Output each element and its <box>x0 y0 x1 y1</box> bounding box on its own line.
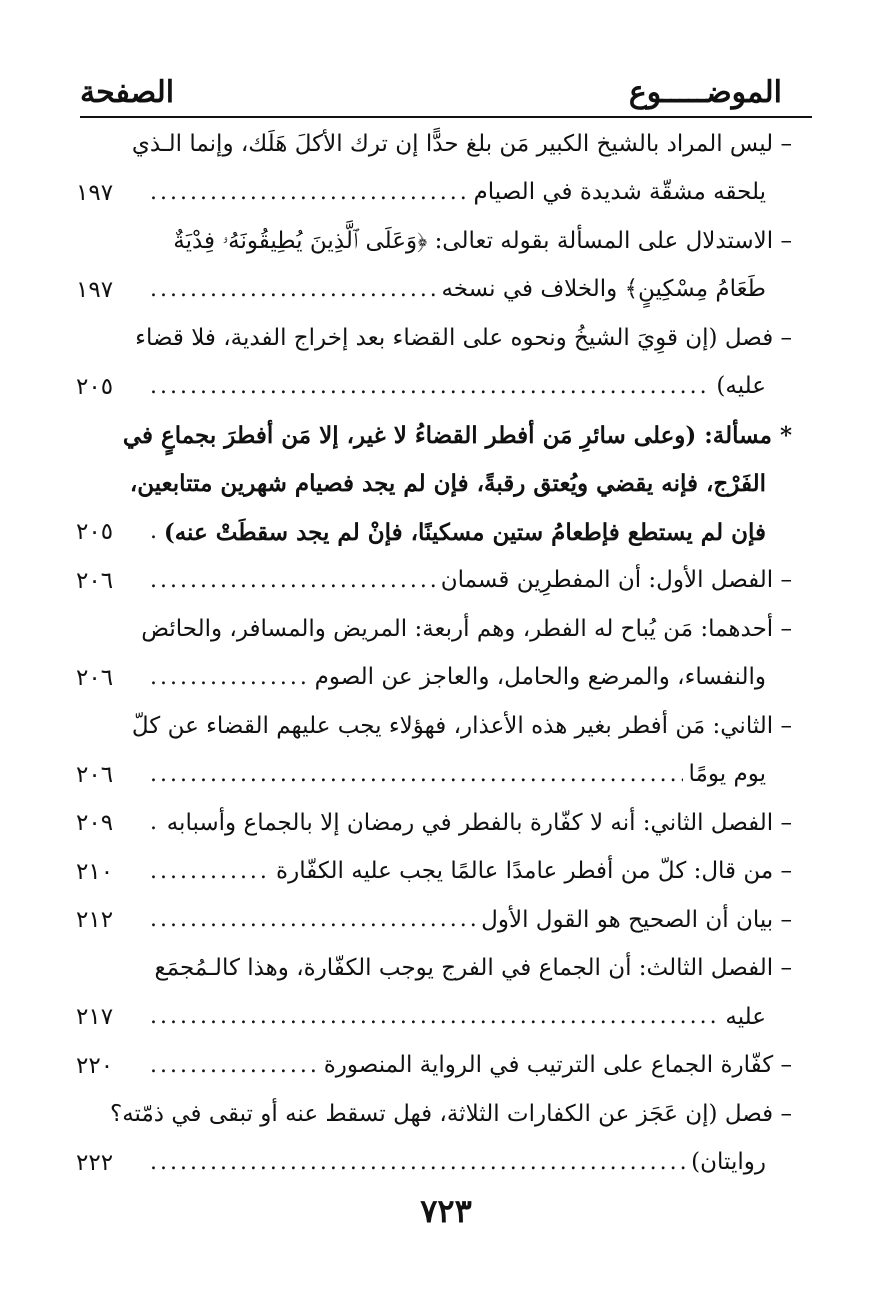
toc-line <box>76 896 792 945</box>
toc-line <box>76 411 792 460</box>
toc-page-number: ٢٠٩ <box>76 810 114 837</box>
toc-page-number: ٢٠٦ <box>76 761 114 788</box>
toc-entry-text: – فصل (إن عَجَز عن الكفارات الثلاثة، فهل تسقط عنه أو تبقى في ذمّته؟ <box>109 1100 792 1127</box>
toc-entry-text: – الفصل الثالث: أن الجماع في الفرج يوجب الكفّارة، وهذا كالـمُجمَع <box>154 955 792 982</box>
leader-dots <box>150 860 270 884</box>
toc-line <box>76 1090 792 1139</box>
leader-dots <box>150 278 435 302</box>
toc-page-number: ٢١٠ <box>76 858 114 885</box>
toc-line <box>76 169 792 218</box>
toc-line <box>76 508 792 557</box>
toc-line <box>76 1139 792 1188</box>
leader-dots <box>150 666 309 690</box>
toc-entry-text: – الثاني: مَن أفطر بغير هذه الأعذار، فهؤلاء يجب عليهم القضاء عن كلّ <box>131 712 792 739</box>
leader-dots <box>150 181 468 205</box>
toc-line <box>76 1042 792 1091</box>
leader-dots <box>150 375 710 399</box>
toc-page-number: ٢٢٢ <box>76 1149 114 1176</box>
toc-line <box>76 314 792 363</box>
toc-entry-text: – الاستدلال على المسألة بقوله تعالى: ﴿وَعَلَى ٱلَّذِينَ يُطِيقُونَهُۥ فِدْيَةٌ <box>173 227 792 254</box>
toc-entry-text: عليه) <box>716 373 766 400</box>
toc-entry-text: – من قال: كلّ من أفطر عامدًا عالمًا يجب عليه الكفّارة <box>276 858 792 885</box>
toc-entry-text: يلحقه مشقّة شديدة في الصيام <box>473 179 766 206</box>
toc-entry-text: يوم يومًا <box>688 761 766 788</box>
toc-line <box>76 605 792 654</box>
topic-column-heading: الموضـــــوع <box>628 74 782 110</box>
page-column-heading: الصفحة <box>80 74 175 110</box>
toc-line <box>76 266 792 315</box>
toc-line <box>76 945 792 994</box>
toc-entry-text: فإن لم يستطع فإطعامُ ستين مسكينًا، فإنْ لم يجد سقطَتْ عنه) <box>163 518 766 546</box>
toc-line <box>76 799 792 848</box>
toc-entry-text: – أحدهما: مَن يُباح له الفطر، وهم أربعة: المريض والمسافر، والحائض <box>141 615 792 642</box>
toc-line <box>76 751 792 800</box>
page-number: ٧٢٣ <box>420 1192 472 1230</box>
toc-line <box>76 993 792 1042</box>
toc-page-number: ٢٠٦ <box>76 664 114 691</box>
leader-dots <box>150 811 161 835</box>
toc-entry-text: الفَرْج، فإنه يقضي ويُعتق رقبةً، فإن لم يجد فصيام شهرين متتابعين، <box>129 470 766 498</box>
leader-dots <box>150 1054 318 1078</box>
leader-dots <box>150 569 435 593</box>
header-rule <box>80 116 812 118</box>
leader-dots <box>150 908 475 932</box>
toc-line <box>76 217 792 266</box>
toc-entry-text: روايتان) <box>691 1149 766 1176</box>
toc-line <box>76 363 792 412</box>
toc-page-number: ٢١٧ <box>76 1004 114 1031</box>
leader-dots <box>150 1005 719 1029</box>
toc-page-number: ٢٠٥ <box>76 373 114 400</box>
leader-dots <box>150 1151 685 1175</box>
toc-line <box>76 654 792 703</box>
toc-page-number: ٢١٢ <box>76 907 114 934</box>
toc-entry-text: – بيان أن الصحيح هو القول الأول <box>481 906 792 933</box>
toc-page-number: ١٩٧ <box>76 276 114 303</box>
toc-page-number: ٢٢٠ <box>76 1052 114 1079</box>
toc-line <box>76 702 792 751</box>
toc-entry-text: – الفصل الأول: أن المفطرِين قسمان <box>440 567 792 594</box>
toc-entry-text: * مسألة: (وعلى سائرِ مَن أفطر القضاءُ لا غير، إلا مَن أفطرَ بجماعٍ في <box>122 421 792 449</box>
toc-entry-text: – كفّارة الجماع على الترتيب في الرواية المنصورة <box>323 1052 792 1079</box>
toc-line <box>76 460 792 509</box>
toc-page-number: ٢٠٥ <box>76 519 114 546</box>
toc-entry-text: – ليس المراد بالشيخ الكبير مَن بلغ حدًّا إن ترك الأكلَ هَلَك، وإنما الـذي <box>131 130 792 157</box>
toc-entry-text: والنفساء، والمرضع والحامل، والعاجز عن الصوم <box>314 664 766 691</box>
toc-page-number: ٢٠٦ <box>76 567 114 594</box>
toc-entry-text: عليه <box>725 1003 766 1030</box>
toc-page-number: ١٩٧ <box>76 179 114 206</box>
toc-header <box>80 70 782 114</box>
toc-entry-text: – فصل (إن قوِيَ الشيخُ ونحوه على القضاء بعد إخراج الفدية، فلا قضاء <box>135 324 792 351</box>
toc-list <box>76 120 792 1187</box>
toc-line <box>76 848 792 897</box>
toc-entry-text: طَعَامُ مِسْكِينٍ﴾ والخلاف في نسخه <box>441 276 766 303</box>
toc-line <box>76 557 792 606</box>
toc-entry-text: – الفصل الثاني: أنه لا كفّارة بالفطر في رمضان إلا بالجماع وأسبابه <box>166 809 792 836</box>
toc-line <box>76 120 792 169</box>
leader-dots <box>150 763 683 787</box>
leader-dots <box>150 520 158 544</box>
